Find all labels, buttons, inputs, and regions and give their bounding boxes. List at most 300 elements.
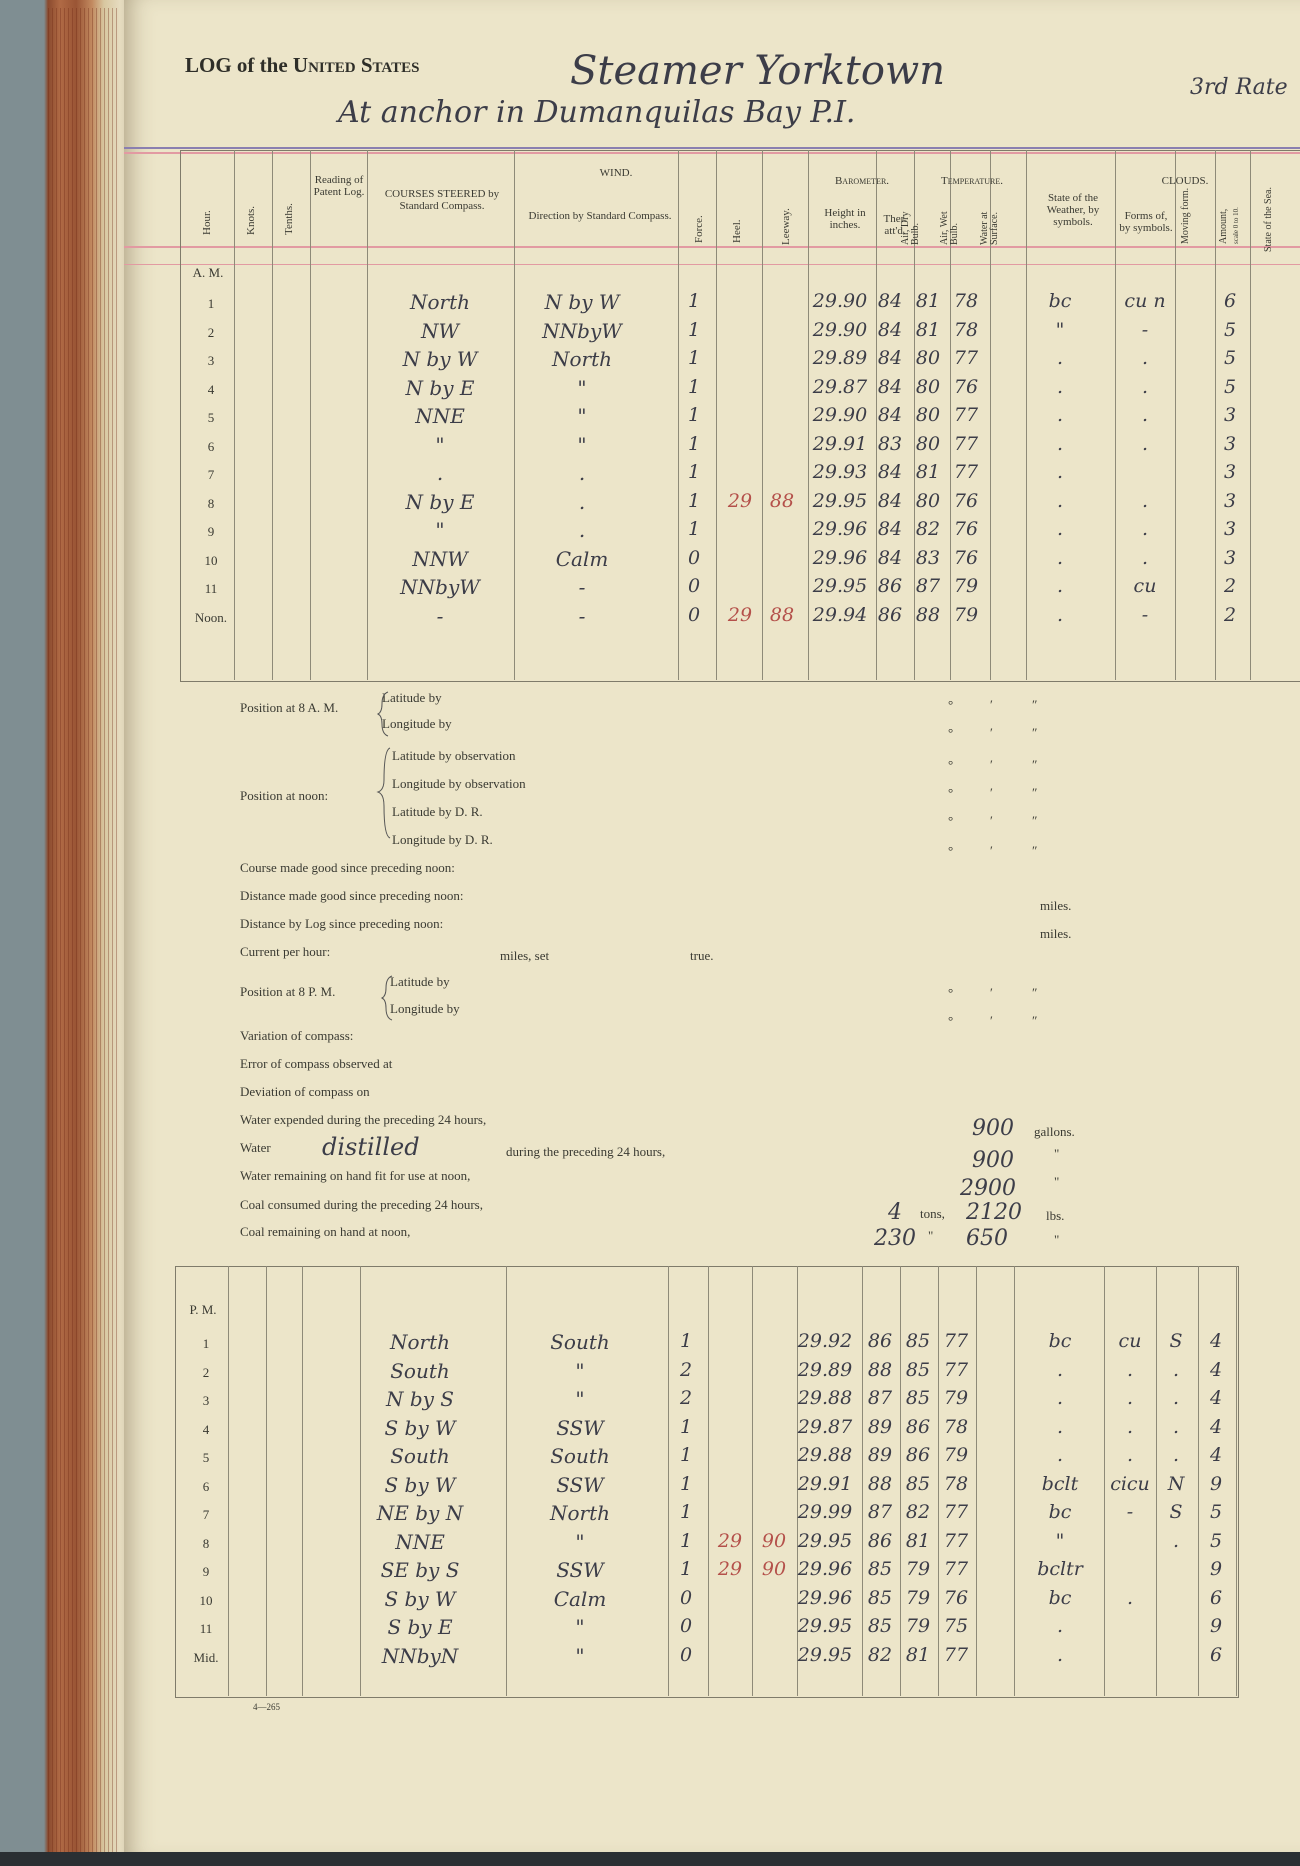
pm-cloud-form-cell: . — [1126, 1586, 1134, 1609]
am-wind-direction-cell: " — [577, 404, 587, 428]
am-wind-force-cell: 1 — [687, 404, 701, 426]
am-cloud-form-cell: cu — [1133, 575, 1157, 597]
pm-course-cell: South — [390, 1358, 450, 1383]
pm-cloud-moving-cell: . — [1172, 1444, 1180, 1466]
pm-wet-bulb-cell: 77 — [943, 1330, 969, 1352]
am-wind-direction-cell: - — [578, 575, 586, 599]
am-weather-cell: " — [1055, 318, 1065, 341]
water-expended-label: Water expended during the preceding 24 hours, — [240, 1112, 487, 1127]
am-dry-bulb-cell: 87 — [915, 575, 941, 597]
am-weather-cell: . — [1056, 461, 1064, 483]
ditto-3: " — [928, 1228, 934, 1243]
am-hour-cell: 8 — [207, 495, 215, 511]
col-wind-force: Force. — [693, 215, 705, 243]
pm-dry-bulb-cell: 86 — [905, 1415, 931, 1438]
am-hour-cell: Noon. — [194, 609, 228, 625]
pm-dry-bulb-cell: 81 — [905, 1643, 931, 1666]
am-wind-force-cell: 1 — [687, 347, 701, 369]
page-edge-shadow — [0, 1852, 1300, 1866]
am-wet-bulb-cell: 76 — [953, 375, 979, 398]
pos-noon-long-dr: Longitude by D. R. — [392, 832, 493, 847]
am-heel-cell: 29 — [727, 603, 753, 626]
pm-course-cell: S by E — [387, 1615, 453, 1639]
pm-cloud-amount-cell: 4 — [1209, 1415, 1223, 1438]
am-wind-force-cell: 0 — [687, 575, 701, 597]
dms-mark-min: ′ — [990, 813, 993, 828]
pm-weather-cell: bclt — [1041, 1472, 1079, 1495]
am-heel-cell: 29 — [727, 489, 753, 512]
pm-course-cell: S by W — [384, 1472, 456, 1497]
pm-course-cell: S by W — [384, 1415, 456, 1440]
am-wind-direction-cell: " — [577, 375, 587, 400]
dms-mark-sec: ″ — [1032, 1013, 1038, 1028]
pm-wet-bulb-cell: 77 — [943, 1558, 969, 1580]
pm-hour-cell: 9 — [202, 1564, 210, 1579]
pm-cloud-amount-cell: 4 — [1209, 1387, 1223, 1409]
dms-mark-sec: ″ — [1032, 697, 1038, 712]
dms-mark-deg: ° — [948, 985, 954, 1000]
am-wind-direction-cell: NNbyW — [542, 318, 622, 343]
pm-dry-bulb-cell: 79 — [905, 1558, 931, 1580]
pm-dry-bulb-cell: 86 — [905, 1444, 931, 1466]
am-wind-force-cell: 1 — [687, 489, 701, 512]
am-wet-bulb-cell: 78 — [953, 290, 979, 312]
am-wind-force-cell: 1 — [687, 318, 701, 341]
pm-course-cell: North — [389, 1330, 451, 1354]
coal-consumed-lbs: 2120 — [966, 1200, 1022, 1225]
united-states-text: United States — [292, 53, 420, 77]
dms-mark-deg: ° — [948, 697, 954, 712]
am-course-cell: NW — [420, 318, 460, 343]
coal-remaining-lbs: 650 — [966, 1226, 1008, 1251]
am-course-cell: NNE — [415, 404, 465, 428]
pm-hour-cell: Mid. — [193, 1649, 219, 1665]
am-cols-line — [272, 150, 273, 680]
water-label: Water — [240, 1140, 271, 1155]
dms-mark-deg: ° — [948, 813, 954, 828]
am-ther-attd-cell: 84 — [877, 290, 903, 312]
pm-cloud-moving-cell: . — [1172, 1415, 1180, 1438]
am-wind-direction-cell: North — [551, 347, 613, 371]
gallons-label: gallons. — [1034, 1124, 1075, 1139]
am-ther-attd-cell: 86 — [877, 603, 903, 626]
pm-ther-attd-cell: 82 — [867, 1643, 893, 1666]
ditto-2: " — [1054, 1174, 1060, 1189]
pm-wind-direction-cell: South — [550, 1444, 610, 1468]
pm-course-cell: SE by S — [380, 1558, 460, 1582]
pm-heel-cell: 29 — [717, 1529, 743, 1552]
am-wind-direction-cell: N by W — [544, 290, 620, 314]
col-sea: State of the Sea. — [1263, 187, 1274, 252]
pm-cloud-amount-cell: 6 — [1209, 1586, 1223, 1609]
pm-course-cell: S by W — [384, 1586, 456, 1611]
pm-cloud-amount-cell: 6 — [1209, 1643, 1223, 1666]
pm-wind-direction-cell: " — [575, 1358, 585, 1383]
pm-weather-cell: bc — [1048, 1330, 1072, 1352]
am-ther-attd-cell: 84 — [877, 404, 903, 426]
water-kind: distilled — [322, 1133, 420, 1161]
dms-mark-min: ′ — [990, 785, 993, 800]
dms-mark-sec: ″ — [1032, 813, 1038, 828]
dms-mark-min: ′ — [990, 725, 993, 740]
dms-mark-min: ′ — [990, 843, 993, 858]
am-dry-bulb-cell: 80 — [915, 375, 941, 398]
pos-8am-label: Position at 8 A. M. — [240, 700, 339, 715]
pm-ther-attd-cell: 88 — [867, 1358, 893, 1381]
course-made-good: Course made good since preceding noon: — [240, 860, 455, 875]
am-dry-bulb-cell: 81 — [915, 290, 941, 312]
am-cloud-form-cell: . — [1141, 546, 1149, 569]
am-course-cell: N by E — [405, 375, 475, 400]
variation-of-compass: Variation of compass: — [240, 1028, 354, 1043]
pm-wind-direction-cell: SSW — [556, 1415, 604, 1440]
error-of-compass: Error of compass observed at — [240, 1056, 393, 1071]
am-cloud-amount-cell: 3 — [1223, 518, 1237, 540]
am-wind-direction-cell: " — [577, 432, 587, 457]
am-hour-cell: 7 — [207, 467, 215, 482]
am-leeway-cell: 88 — [769, 603, 795, 626]
col-leeway: Leeway. — [780, 208, 792, 245]
pm-course-cell: NNE — [395, 1529, 445, 1554]
am-weather-cell: . — [1056, 404, 1064, 426]
col-weather: State of the Weather, by symbols. — [1046, 192, 1100, 228]
pm-dry-bulb-cell: 85 — [905, 1358, 931, 1381]
am-weather-cell: . — [1056, 575, 1064, 597]
col-temperature: Temperature. — [941, 175, 1003, 187]
pm-heel-cell: 29 — [717, 1558, 743, 1580]
pm-wind-force-cell: 1 — [679, 1472, 693, 1495]
am-barometer-cell: 29.89 — [812, 347, 868, 369]
pm-cloud-form-cell: cicu — [1110, 1472, 1150, 1495]
pm-barometer-cell: 29.96 — [797, 1558, 853, 1580]
pm-barometer-cell: 29.91 — [797, 1472, 853, 1495]
miles-1: miles. — [1040, 898, 1072, 913]
am-weather-cell: . — [1056, 518, 1064, 540]
pm-cols-line — [266, 1266, 267, 1696]
rate-label: 3rd Rate — [1190, 75, 1288, 100]
col-tenths: Tenths. — [283, 203, 295, 235]
pos-noon-label: Position at noon: — [240, 788, 329, 803]
am-cloud-amount-cell: 3 — [1223, 461, 1237, 483]
am-dry-bulb-cell: 80 — [915, 347, 941, 369]
pm-cloud-moving-cell: . — [1172, 1387, 1180, 1409]
am-cloud-amount-cell: 6 — [1223, 290, 1237, 312]
am-hour-cell: 1 — [207, 296, 215, 311]
am-barometer-cell: 29.90 — [812, 404, 868, 426]
am-weather-cell: . — [1056, 489, 1064, 512]
pm-wind-force-cell: 1 — [679, 1558, 693, 1580]
am-cloud-amount-cell: 2 — [1223, 603, 1237, 626]
pm-wind-force-cell: 1 — [679, 1501, 693, 1523]
am-weather-cell: . — [1056, 347, 1064, 369]
pm-cloud-amount-cell: 9 — [1209, 1615, 1223, 1637]
am-weather-cell: . — [1056, 546, 1064, 569]
pm-dry-bulb-cell: 79 — [905, 1586, 931, 1609]
am-dry-bulb-cell: 83 — [915, 546, 941, 569]
coal-consumed-label: Coal consumed during the preceding 24 hours, — [240, 1197, 483, 1212]
am-cloud-amount-cell: 3 — [1223, 489, 1237, 512]
pm-dry-bulb-cell: 85 — [905, 1330, 931, 1352]
pm-wind-direction-cell: Calm — [553, 1586, 607, 1611]
water-remaining-value: 2900 — [960, 1176, 1016, 1201]
am-cloud-form-cell: - — [1141, 318, 1149, 341]
pm-wind-direction-cell: " — [575, 1387, 585, 1411]
coal-consumed-tons: 4 — [888, 1200, 902, 1225]
distance-by-log: Distance by Log since preceding noon: — [240, 916, 444, 931]
pm-dry-bulb-cell: 82 — [905, 1501, 931, 1523]
am-barometer-cell: 29.91 — [812, 432, 868, 455]
am-dry-bulb-cell: 80 — [915, 432, 941, 455]
ditto-4: " — [1054, 1232, 1060, 1247]
am-wind-force-cell: 1 — [687, 461, 701, 483]
pm-dry-bulb-cell: 85 — [905, 1472, 931, 1495]
pm-cloud-form-cell: . — [1126, 1415, 1134, 1438]
am-dry-bulb-cell: 81 — [915, 461, 941, 483]
am-ther-attd-cell: 83 — [877, 432, 903, 455]
lbs-label: lbs. — [1046, 1208, 1065, 1223]
am-cloud-form-cell: . — [1141, 432, 1149, 455]
pm-course-cell: South — [390, 1444, 450, 1468]
pm-barometer-cell: 29.87 — [797, 1415, 853, 1438]
pm-cloud-form-cell: . — [1126, 1358, 1134, 1381]
pm-weather-cell: . — [1056, 1615, 1064, 1637]
am-wet-bulb-cell: 78 — [953, 318, 979, 341]
distance-made-good: Distance made good since preceding noon: — [240, 888, 464, 903]
col-heel: Heel. — [731, 219, 743, 243]
am-hour-cell: 2 — [207, 324, 215, 340]
col-barometer: Barometer. — [834, 175, 890, 187]
am-course-cell: - — [436, 603, 444, 628]
pm-weather-cell: bc — [1048, 1501, 1072, 1523]
am-ther-attd-cell: 84 — [877, 546, 903, 569]
am-hour-cell: 3 — [207, 353, 215, 368]
am-wind-direction-cell: . — [578, 461, 586, 485]
pm-wet-bulb-cell: 79 — [943, 1387, 969, 1409]
pos-8pm-long: Longitude by — [390, 1001, 460, 1016]
col-wet-bulb: Air, Wet Bulb. — [939, 211, 960, 245]
pm-wind-direction-cell: SSW — [556, 1472, 604, 1497]
am-barometer-cell: 29.93 — [812, 461, 868, 483]
pm-cloud-moving-cell: N — [1167, 1472, 1185, 1495]
am-barometer-cell: 29.90 — [812, 318, 868, 341]
current-per-hour: Current per hour: — [240, 944, 331, 959]
pm-ther-attd-cell: 85 — [867, 1615, 893, 1637]
am-dry-bulb-cell: 88 — [915, 603, 941, 626]
am-cloud-form-cell: - — [1141, 603, 1149, 626]
pm-barometer-cell: 29.92 — [797, 1330, 853, 1352]
pm-dry-bulb-cell: 85 — [905, 1387, 931, 1409]
pm-cols-line — [752, 1266, 753, 1696]
pm-wet-bulb-cell: 78 — [943, 1472, 969, 1495]
pm-weather-cell: " — [1055, 1529, 1065, 1552]
pm-wind-force-cell: 0 — [679, 1643, 693, 1666]
pos-8am-lat: Latitude by — [382, 690, 442, 705]
am-cols-line — [310, 150, 311, 680]
pm-barometer-cell: 29.99 — [797, 1501, 853, 1523]
am-wet-bulb-cell: 76 — [953, 489, 979, 512]
col-courses: COURSES STEERED by Standard Compass. — [384, 188, 500, 212]
am-ther-attd-cell: 84 — [877, 518, 903, 540]
pm-course-cell: N by S — [385, 1387, 455, 1411]
pm-leeway-cell: 90 — [761, 1529, 787, 1552]
col-cloud-forms: Forms of, by symbols. — [1119, 210, 1173, 234]
pm-hour-cell: 4 — [202, 1421, 210, 1437]
am-hour-cell: 6 — [207, 438, 215, 454]
pm-wet-bulb-cell: 79 — [943, 1444, 969, 1466]
pos-8pm-label: Position at 8 P. M. — [240, 984, 336, 999]
ditto-1: " — [1054, 1146, 1060, 1161]
am-cloud-form-cell: . — [1141, 404, 1149, 426]
col-baro-ther: Ther. att'd. — [883, 213, 907, 237]
am-weather-cell: . — [1056, 432, 1064, 455]
pm-hour-cell: 7 — [202, 1507, 210, 1522]
am-cloud-amount-cell: 5 — [1223, 375, 1237, 398]
am-course-cell: " — [435, 518, 445, 542]
pm-cloud-amount-cell: 9 — [1209, 1472, 1223, 1495]
am-hour-cell: 11 — [204, 581, 218, 596]
pm-weather-cell: . — [1056, 1444, 1064, 1466]
pm-wind-direction-cell: North — [549, 1501, 611, 1525]
pm-hour-cell: 1 — [202, 1336, 210, 1351]
am-barometer-cell: 29.94 — [812, 603, 868, 626]
col-clouds: CLOUDS. — [1161, 175, 1209, 187]
dms-mark-deg: ° — [948, 725, 954, 740]
am-wet-bulb-cell: 76 — [953, 546, 979, 569]
pm-cloud-amount-cell: 5 — [1209, 1529, 1223, 1552]
am-barometer-cell: 29.95 — [812, 489, 868, 512]
dms-mark-sec: ″ — [1032, 985, 1038, 1000]
pm-wind-direction-cell: South — [550, 1330, 610, 1354]
pm-hour-cell: 5 — [202, 1450, 210, 1465]
am-weather-cell: . — [1056, 375, 1064, 398]
am-wind-force-cell: 1 — [687, 432, 701, 455]
am-dry-bulb-cell: 80 — [915, 404, 941, 426]
pm-wind-force-cell: 2 — [679, 1387, 693, 1409]
pm-cloud-form-cell: - — [1126, 1501, 1134, 1523]
col-cloud-amount-scale: scale 0 to 10. — [1232, 207, 1240, 244]
am-cloud-form-cell: cu n — [1124, 290, 1166, 312]
pm-weather-cell: . — [1056, 1358, 1064, 1381]
pm-wind-force-cell: 1 — [679, 1444, 693, 1466]
am-cols-line — [762, 150, 763, 680]
col-water-surface: Water at Surface. — [979, 211, 1000, 245]
pm-weather-cell: . — [1056, 1415, 1064, 1438]
pm-cloud-moving-cell: S — [1169, 1501, 1183, 1523]
pm-wind-direction-cell: " — [575, 1529, 585, 1554]
pos-noon-lat-dr: Latitude by D. R. — [392, 804, 483, 819]
pm-cols-line — [506, 1266, 507, 1696]
am-barometer-cell: 29.90 — [812, 290, 868, 312]
am-ther-attd-cell: 84 — [877, 375, 903, 398]
am-ther-attd-cell: 84 — [877, 489, 903, 512]
am-barometer-cell: 29.95 — [812, 575, 868, 597]
pm-weather-cell: bcltr — [1037, 1558, 1083, 1580]
am-cloud-amount-cell: 3 — [1223, 404, 1237, 426]
water-remaining-label: Water remaining on hand fit for use at noon, — [240, 1168, 471, 1183]
am-wind-force-cell: 0 — [687, 603, 701, 626]
am-barometer-cell: 29.96 — [812, 546, 868, 569]
pm-wind-force-cell: 1 — [679, 1529, 693, 1552]
am-ther-attd-cell: 84 — [877, 347, 903, 369]
footer-code: 4—265 — [253, 1702, 280, 1712]
coal-remaining-tons: 230 — [874, 1226, 916, 1251]
water-expended-value: 900 — [972, 1116, 1014, 1141]
pm-barometer-cell: 29.89 — [797, 1358, 853, 1381]
am-hour-cell: 4 — [207, 381, 215, 397]
pm-cloud-form-cell: . — [1126, 1387, 1134, 1409]
dms-mark-sec: ″ — [1032, 785, 1038, 800]
pos-noon-lat-obs: Latitude by observation — [392, 748, 516, 763]
dms-mark-min: ′ — [990, 697, 993, 712]
pm-cloud-amount-cell: 4 — [1209, 1358, 1223, 1381]
dms-mark-sec: ″ — [1032, 725, 1038, 740]
pm-barometer-cell: 29.95 — [797, 1615, 853, 1637]
pm-cloud-form-cell: cu — [1118, 1330, 1142, 1352]
pm-barometer-cell: 29.96 — [797, 1586, 853, 1609]
am-course-cell: . — [436, 461, 444, 485]
pm-wind-force-cell: 2 — [679, 1358, 693, 1381]
am-cloud-form-cell: . — [1141, 489, 1149, 512]
pm-wind-force-cell: 0 — [679, 1586, 693, 1609]
am-hour-cell: 10 — [204, 552, 218, 568]
pm-wind-direction-cell: " — [575, 1615, 585, 1639]
pm-cloud-moving-cell: . — [1172, 1529, 1180, 1552]
am-cloud-form-cell: . — [1141, 347, 1149, 369]
pm-ther-attd-cell: 86 — [867, 1330, 893, 1352]
am-wet-bulb-cell: 79 — [953, 575, 979, 597]
pos-noon-long-obs: Longitude by observation — [392, 776, 526, 791]
pm-weather-cell: bc — [1048, 1586, 1072, 1609]
am-weather-cell: . — [1056, 603, 1064, 626]
true-label: true. — [690, 948, 714, 963]
col-wind-direction: Direction by Standard Compass. — [528, 210, 672, 222]
col-baro-height: Height in inches. — [824, 207, 866, 231]
am-course-cell: N by E — [405, 489, 475, 514]
col-wind: WIND. — [599, 167, 633, 179]
am-cloud-amount-cell: 2 — [1223, 575, 1237, 597]
pm-wet-bulb-cell: 76 — [943, 1586, 969, 1609]
pm-label: P. M. — [189, 1302, 217, 1317]
pm-cloud-form-cell: . — [1126, 1444, 1134, 1466]
am-wind-direction-cell: Calm — [555, 546, 609, 571]
am-barometer-cell: 29.96 — [812, 518, 868, 540]
pm-wet-bulb-cell: 77 — [943, 1358, 969, 1381]
am-wet-bulb-cell: 77 — [953, 347, 979, 369]
dms-mark-deg: ° — [948, 757, 954, 772]
am-course-cell: NNW — [412, 546, 468, 571]
am-cloud-form-cell: . — [1141, 518, 1149, 540]
am-leeway-cell: 88 — [769, 489, 795, 512]
brace-8pm — [384, 974, 394, 1024]
header-rule-top — [124, 147, 1300, 149]
col-hour: Hour. — [201, 210, 213, 235]
dms-mark-min: ′ — [990, 757, 993, 772]
pm-cloud-amount-cell: 4 — [1209, 1444, 1223, 1466]
pm-ther-attd-cell: 89 — [867, 1444, 893, 1466]
pm-ther-attd-cell: 89 — [867, 1415, 893, 1438]
dms-mark-deg: ° — [948, 785, 954, 800]
pm-ther-attd-cell: 87 — [867, 1501, 893, 1523]
pm-wet-bulb-cell: 78 — [943, 1415, 969, 1438]
pm-cols-line — [302, 1266, 303, 1696]
col-knots: Knots. — [245, 205, 257, 235]
pm-cloud-moving-cell: S — [1169, 1330, 1183, 1352]
am-course-cell: N by W — [402, 347, 478, 371]
pm-cloud-amount-cell: 5 — [1209, 1501, 1223, 1523]
am-cloud-form-cell: . — [1141, 375, 1149, 398]
am-cols-line — [367, 150, 368, 680]
vessel-name: Steamer Yorktown — [570, 48, 945, 94]
